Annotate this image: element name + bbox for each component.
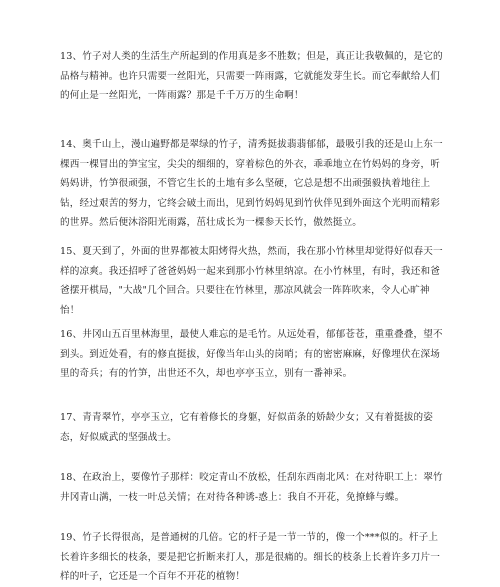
paragraph-17: 17、青青翠竹，亭亭玉立，它有着修长的身躯，好似苗条的娇龄少女；又有着挺拔的姿态，好似威武的坚强战士。: [60, 412, 434, 443]
paragraph-14: 14、奥千山上，漫山遍野都是翠绿的竹子，清秀挺拔翡翡郁郁，最吸引我的还是山上东一棵西一棵冒出的笋宝宝，尖尖的细细的，穿着棕色的外衣，乖乖地立在竹妈妈的身旁，听妈妈讲，竹笋很顽强，不管它生长的土地有多么坚硬，它总是想不出顽强毅执着地往上钻，经过艰苦的努力，它终会破土而出，见到竹妈妈见到竹伙伴见到外面这个光明而精彩的世界。然后便沐浴阳光雨露，茁壮成长为一棵参天长竹，傲然挺立。: [60, 139, 443, 228]
paragraph-13: 13、竹子对人类的生活生产所起到的作用真是多不胜数；但是，真正让我敬佩的，是它的品格与精神。也许只需要一丝阳光，只需要一阵雨露，它就能发芽生长。而它奉献给人们的何止是一丝阳光，一阵雨露？那是千千万万的生命啊！: [60, 51, 443, 101]
paragraph-15: 15、夏天到了，外面的世界都被太阳烤得火热，然而，我在那小竹林里却觉得好似春天一样的凉爽。我还招呼了爸爸妈妈一起来到那小竹林里纳凉。在小竹林里，有时，我还和爸爸摆开棋局，"大战"几个回合。只要往在竹林里，那凉风就会一阵阵吹来，令人心旷神怡！: [60, 246, 443, 316]
paragraph-16: 16、井冈山五百里林海里，最使人难忘的是毛竹。从远处看，郁郁苍苍，重重叠叠，望不到头。到近处看，有的修直挺拔，好像当年山头的岗哨；有的密密麻麻，好像埋伏在深场里的奇兵；有的竹笋，出世还不久，却也亭亭玉立，别有一番神采。: [60, 329, 443, 379]
paragraph-18: 18、在政治上，要像竹子那样：咬定青山不放松，任刮东西南北风：在对待职工上：翠竹井冈青山满，一枝一叶总关情；在对待各种诱-惑上：我自不开花，免撩蜂与蝶。: [60, 472, 443, 503]
paragraph-19: 19、竹子长得很高，是普通树的几倍。它的杆子是一节一节的，像一个***似的。杆子上长着许多细长的枝条，要是把它折断来打人，那是很痛的。细长的枝条上长着许多刀片一样的叶子，它还是一个百年不开花的植物！: [60, 532, 441, 582]
